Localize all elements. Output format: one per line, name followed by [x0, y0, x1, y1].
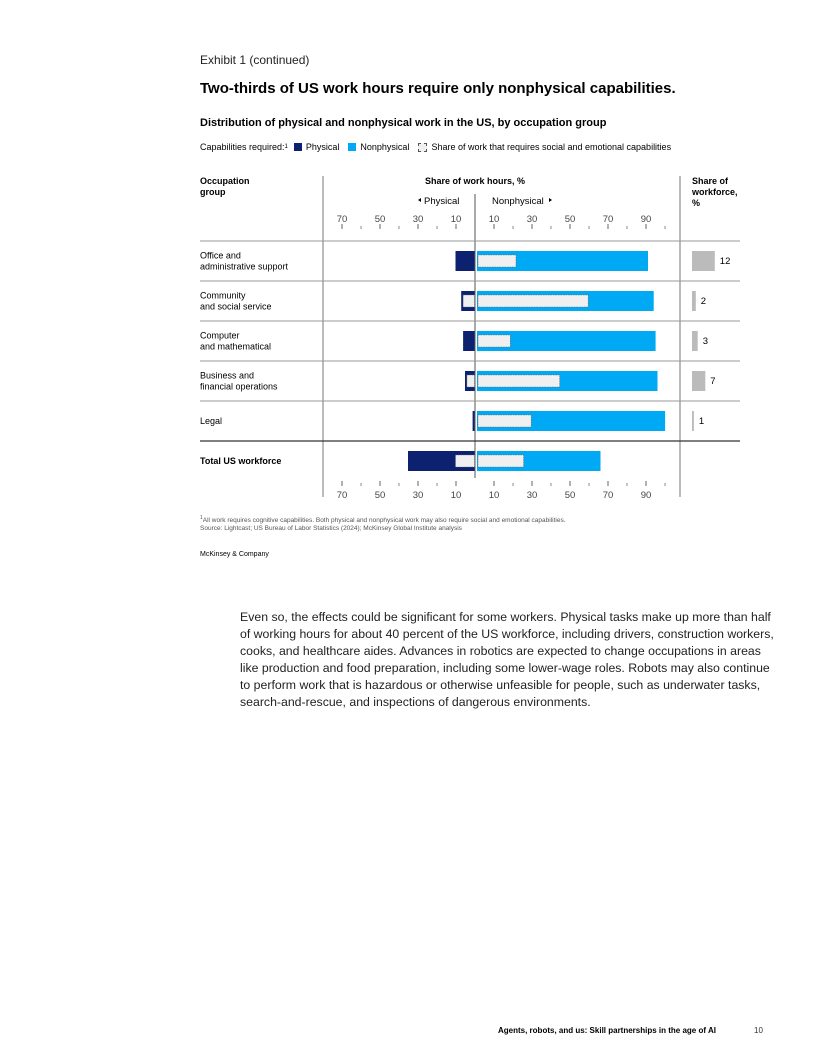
- row-label-1: Community: [200, 290, 246, 301]
- tick-label-top-physical-50: 50: [374, 214, 386, 225]
- bar-social-nonphysical-3: [478, 375, 560, 387]
- page-number: 10: [754, 1026, 763, 1035]
- tick-label-bottom-nonphysical-10: 10: [488, 490, 500, 501]
- row-label-3: Business and: [200, 370, 255, 381]
- bar-social-physical-3: [467, 375, 475, 387]
- header-share-of-workforce: Share of: [692, 176, 729, 186]
- row-label-3: financial operations: [200, 381, 278, 392]
- bar-workforce-share-2: [692, 331, 698, 351]
- bar-physical-0: [456, 251, 475, 271]
- bar-social-nonphysical-0: [478, 255, 516, 267]
- row-label-1: and social service: [200, 301, 272, 312]
- tick-label-top-physical-10: 10: [450, 214, 462, 225]
- header-share-of-workforce: %: [692, 198, 701, 208]
- bar-workforce-share-1: [692, 291, 696, 311]
- legend-label-social: Share of work that requires social and emotional capabilities: [431, 142, 672, 152]
- row-label-2: Computer: [200, 330, 240, 341]
- tick-label-top-nonphysical-90: 90: [640, 214, 652, 225]
- header-occupation-group: group: [200, 187, 226, 197]
- row-label-4: Legal: [200, 416, 223, 426]
- brand-logo-text: McKinsey & Company: [200, 551, 269, 558]
- arrow-left-icon: [418, 198, 421, 202]
- header-occupation-group: Occupation: [200, 176, 250, 186]
- row-label-2: and mathematical: [200, 341, 272, 352]
- tick-label-top-physical-70: 70: [336, 214, 348, 225]
- bar-social-nonphysical-5: [478, 455, 524, 467]
- direction-label-nonphysical: Nonphysical: [492, 196, 544, 207]
- source-note: Source: Lightcast; US Bureau of Labor Statistics (2024); McKinsey Global Institute analysis: [200, 525, 462, 533]
- chart-subtitle: Distribution of physical and nonphysical work in the US, by occupation group: [200, 117, 607, 129]
- tick-label-bottom-nonphysical-50: 50: [564, 490, 576, 501]
- arrow-right-icon: [549, 198, 552, 202]
- legend-label-nonphysical: Nonphysical: [360, 142, 410, 152]
- tick-label-bottom-physical-50: 50: [374, 490, 386, 501]
- workforce-share-label-1: 2: [700, 296, 707, 307]
- tick-label-top-nonphysical-70: 70: [602, 214, 614, 225]
- bar-social-nonphysical-1: [478, 295, 588, 307]
- header-share-of-work-hours: Share of work hours, %: [424, 176, 526, 186]
- legend-footnote-marker: 1: [284, 144, 288, 150]
- bar-social-physical-5: [456, 455, 475, 467]
- bar-workforce-share-4: [692, 411, 694, 431]
- tick-label-bottom-physical-10: 10: [450, 490, 462, 501]
- bar-social-nonphysical-2: [478, 335, 510, 347]
- tick-label-bottom-physical-70: 70: [336, 490, 348, 501]
- legend-label-physical: Physical: [305, 142, 340, 152]
- legend-prefix: Capabilities required:: [200, 142, 285, 152]
- bar-social-nonphysical-4: [478, 415, 531, 427]
- tick-label-top-nonphysical-10: 10: [488, 214, 500, 225]
- body-paragraph: Even so, the effects could be significant for some workers. Physical tasks make up more than half of working hours for about 40 percent of the US workforce, including drivers, construction workers, cooks, and healthcare aides. Advances in robotics are expected to change occupations in areas like production and food preparation, including some lower-wage roles. Robots may also continue to perform work that is hazardous or otherwise unfeasible for people, such as underwater tasks, search-and-rescue, and inspections of dangerous environments.: [240, 610, 774, 709]
- tick-label-top-nonphysical-50: 50: [564, 214, 576, 225]
- bar-workforce-share-3: [692, 371, 705, 391]
- workforce-share-label-2: 3: [702, 336, 708, 347]
- footnote: [200, 514, 566, 533]
- footnote-marker: 1: [200, 515, 203, 521]
- tick-label-bottom-nonphysical-30: 30: [526, 490, 538, 501]
- bar-physical-4: [473, 411, 475, 431]
- header-share-of-workforce: workforce,: [692, 187, 738, 197]
- exhibit-label: Exhibit 1 (continued): [200, 53, 310, 67]
- bar-social-physical-1: [463, 295, 474, 307]
- workforce-share-label-3: 7: [710, 376, 716, 387]
- direction-label-physical: Physical: [424, 196, 460, 207]
- tick-label-bottom-nonphysical-70: 70: [602, 490, 614, 501]
- footnote-text: All work requires cognitive capabilities. Both physical and nonphysical work may also require social and emotional capabilities.: [202, 517, 566, 525]
- tick-label-bottom-physical-30: 30: [412, 490, 424, 501]
- bar-physical-2: [463, 331, 474, 351]
- row-label-0: Office and: [200, 250, 241, 261]
- exhibit-headline: Two-thirds of US work hours require only nonphysical capabilities.: [200, 80, 676, 97]
- tick-label-top-physical-30: 30: [412, 214, 424, 225]
- row-label-0: administrative support: [200, 261, 289, 272]
- bar-workforce-share-0: [692, 251, 715, 271]
- workforce-share-label-0: 12: [719, 256, 731, 267]
- occupation-bar-chart: [0, 0, 816, 510]
- footer-title: Agents, robots, and us: Skill partnerships in the age of AI: [498, 1026, 716, 1035]
- tick-label-bottom-nonphysical-90: 90: [640, 490, 652, 501]
- tick-label-top-nonphysical-30: 30: [526, 214, 538, 225]
- row-label-5: Total US workforce: [200, 456, 282, 466]
- workforce-share-label-4: 1: [698, 416, 705, 427]
